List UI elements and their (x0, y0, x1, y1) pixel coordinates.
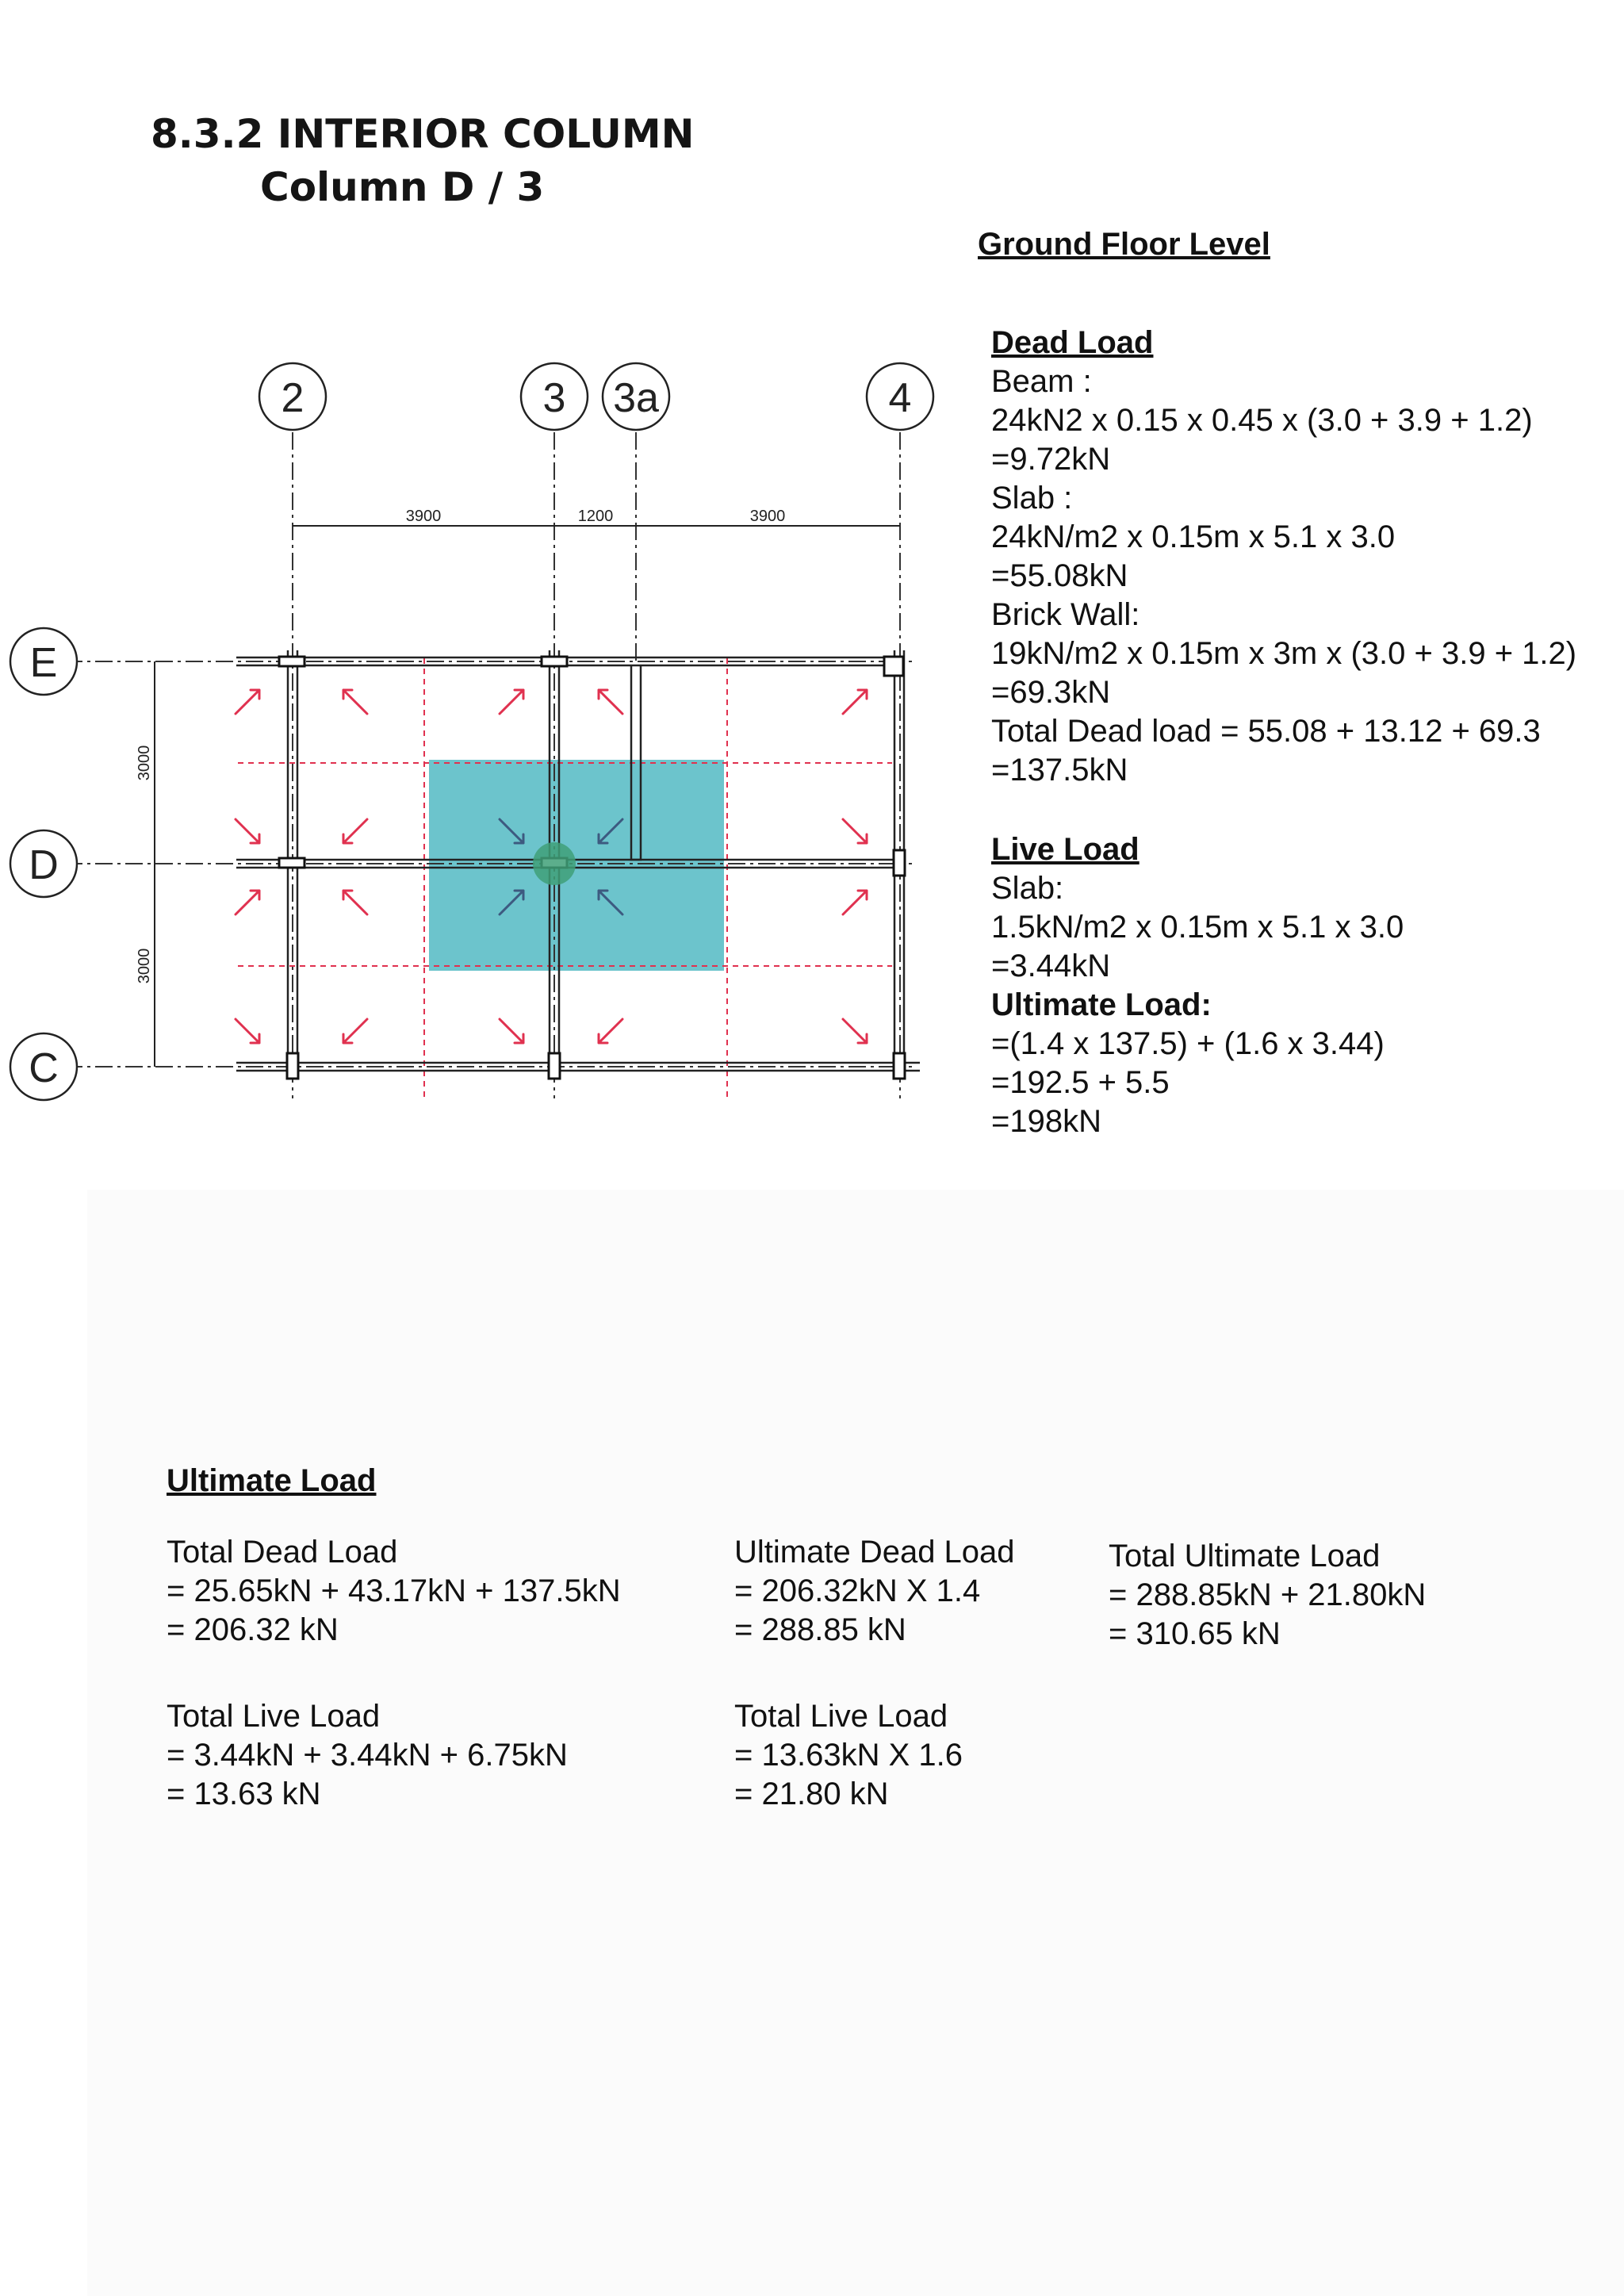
ultimate-section-title: Ultimate Load (167, 1463, 377, 1498)
dead-load-line: 19kN/m2 x 0.15m x 3m x (3.0 + 3.9 + 1.2) (991, 636, 1577, 671)
total-dead-load-line: = 25.65kN + 43.17kN + 137.5kN (167, 1573, 621, 1608)
load-arrow (343, 819, 367, 843)
ultimate-dead-load-line: = 288.85 kN (734, 1612, 906, 1647)
ultimate-title: Ultimate Load: (991, 987, 1212, 1022)
floor-plan-diagram (0, 341, 944, 1118)
column-marker (533, 842, 576, 885)
ultimate-live-load-label: Total Live Load (734, 1699, 948, 1734)
load-arrow (343, 690, 367, 714)
ultimate-live-load-line: = 21.80 kN (734, 1777, 889, 1811)
ultimate-dead-load-block (734, 1533, 1015, 1650)
load-arrow (236, 690, 259, 714)
dead-load-title: Dead Load (991, 325, 1154, 360)
dead-load-block (991, 324, 1576, 790)
live-load-title: Live Load (991, 832, 1139, 867)
grid-bubbles (10, 363, 933, 1100)
grid-label-3a: 3a (613, 375, 659, 421)
live-load-block (991, 830, 1404, 1141)
total-ultimate-load-line: = 288.85kN + 21.80kN (1109, 1577, 1427, 1612)
total-ultimate-load-line: = 310.65 kN (1109, 1616, 1281, 1651)
load-arrow (843, 819, 867, 843)
load-arrow (236, 1019, 259, 1043)
load-arrow (500, 1019, 523, 1043)
ultimate-line: =(1.4 x 137.5) + (1.6 x 3.44) (991, 1026, 1385, 1061)
load-arrow (343, 1019, 367, 1043)
load-arrow (843, 690, 867, 714)
load-arrow (843, 1019, 867, 1043)
ultimate-dead-load-line: = 206.32kN X 1.4 (734, 1573, 981, 1608)
grid-label-C: C (29, 1045, 59, 1091)
dim-y-2: 3000 (136, 948, 153, 984)
ultimate-dead-load-label: Ultimate Dead Load (734, 1535, 1015, 1570)
dim-y-1: 3000 (136, 745, 153, 781)
load-arrow (843, 891, 867, 914)
total-dead-load-label: Total Dead Load (167, 1535, 398, 1570)
dead-load-line: =9.72kN (991, 442, 1111, 477)
grid-label-4: 4 (888, 375, 912, 421)
load-arrow (599, 1019, 622, 1043)
load-arrow (236, 819, 259, 843)
load-arrow (500, 690, 523, 714)
total-dead-load-block (167, 1533, 621, 1650)
load-arrow (343, 891, 367, 914)
total-live-load-line: = 13.63 kN (167, 1777, 321, 1811)
dead-load-line: 24kN2 x 0.15 x 0.45 x (3.0 + 3.9 + 1.2) (991, 403, 1533, 438)
dim-x-2: 1200 (577, 508, 614, 525)
dim-x-1: 3900 (405, 508, 442, 525)
dead-load-line: Slab : (991, 481, 1073, 516)
section-heading: 8.3.2 INTERIOR COLUMN (151, 111, 695, 157)
dead-load-line: Total Dead load = 55.08 + 13.12 + 69.3 (991, 714, 1541, 749)
ultimate-line: =192.5 + 5.5 (991, 1065, 1170, 1100)
total-ultimate-load-label: Total Ultimate Load (1109, 1539, 1381, 1573)
ultimate-live-load-line: = 13.63kN X 1.6 (734, 1738, 963, 1773)
dead-load-line: =137.5kN (991, 753, 1128, 788)
ultimate-line: =198kN (991, 1104, 1101, 1139)
total-live-load-block (167, 1697, 568, 1814)
load-arrow (236, 891, 259, 914)
dim-x-3: 3900 (749, 508, 786, 525)
column-heading: Column D / 3 (260, 164, 545, 210)
total-live-load-line: = 3.44kN + 3.44kN + 6.75kN (167, 1738, 568, 1773)
dead-load-line: =69.3kN (991, 675, 1111, 710)
grid-label-3: 3 (542, 375, 566, 421)
total-ultimate-load-block (1109, 1537, 1426, 1654)
dead-load-line: Brick Wall: (991, 597, 1140, 632)
total-dead-load-line: = 206.32 kN (167, 1612, 339, 1647)
dead-load-line: 24kN/m2 x 0.15m x 5.1 x 3.0 (991, 519, 1396, 554)
dead-load-line: =55.08kN (991, 558, 1128, 593)
grid-label-E: E (29, 640, 58, 686)
grid-label-D: D (29, 842, 59, 888)
load-arrow (599, 690, 622, 714)
ultimate-live-load-block (734, 1697, 963, 1814)
total-live-load-label: Total Live Load (167, 1699, 381, 1734)
live-load-line: Slab: (991, 871, 1064, 906)
tributary-area (429, 760, 724, 971)
dead-load-line: Beam : (991, 364, 1092, 399)
floor-title: Ground Floor Level (978, 227, 1270, 262)
live-load-line: =3.44kN (991, 949, 1111, 983)
grid-label-2: 2 (281, 375, 304, 421)
live-load-line: 1.5kN/m2 x 0.15m x 5.1 x 3.0 (991, 910, 1404, 945)
